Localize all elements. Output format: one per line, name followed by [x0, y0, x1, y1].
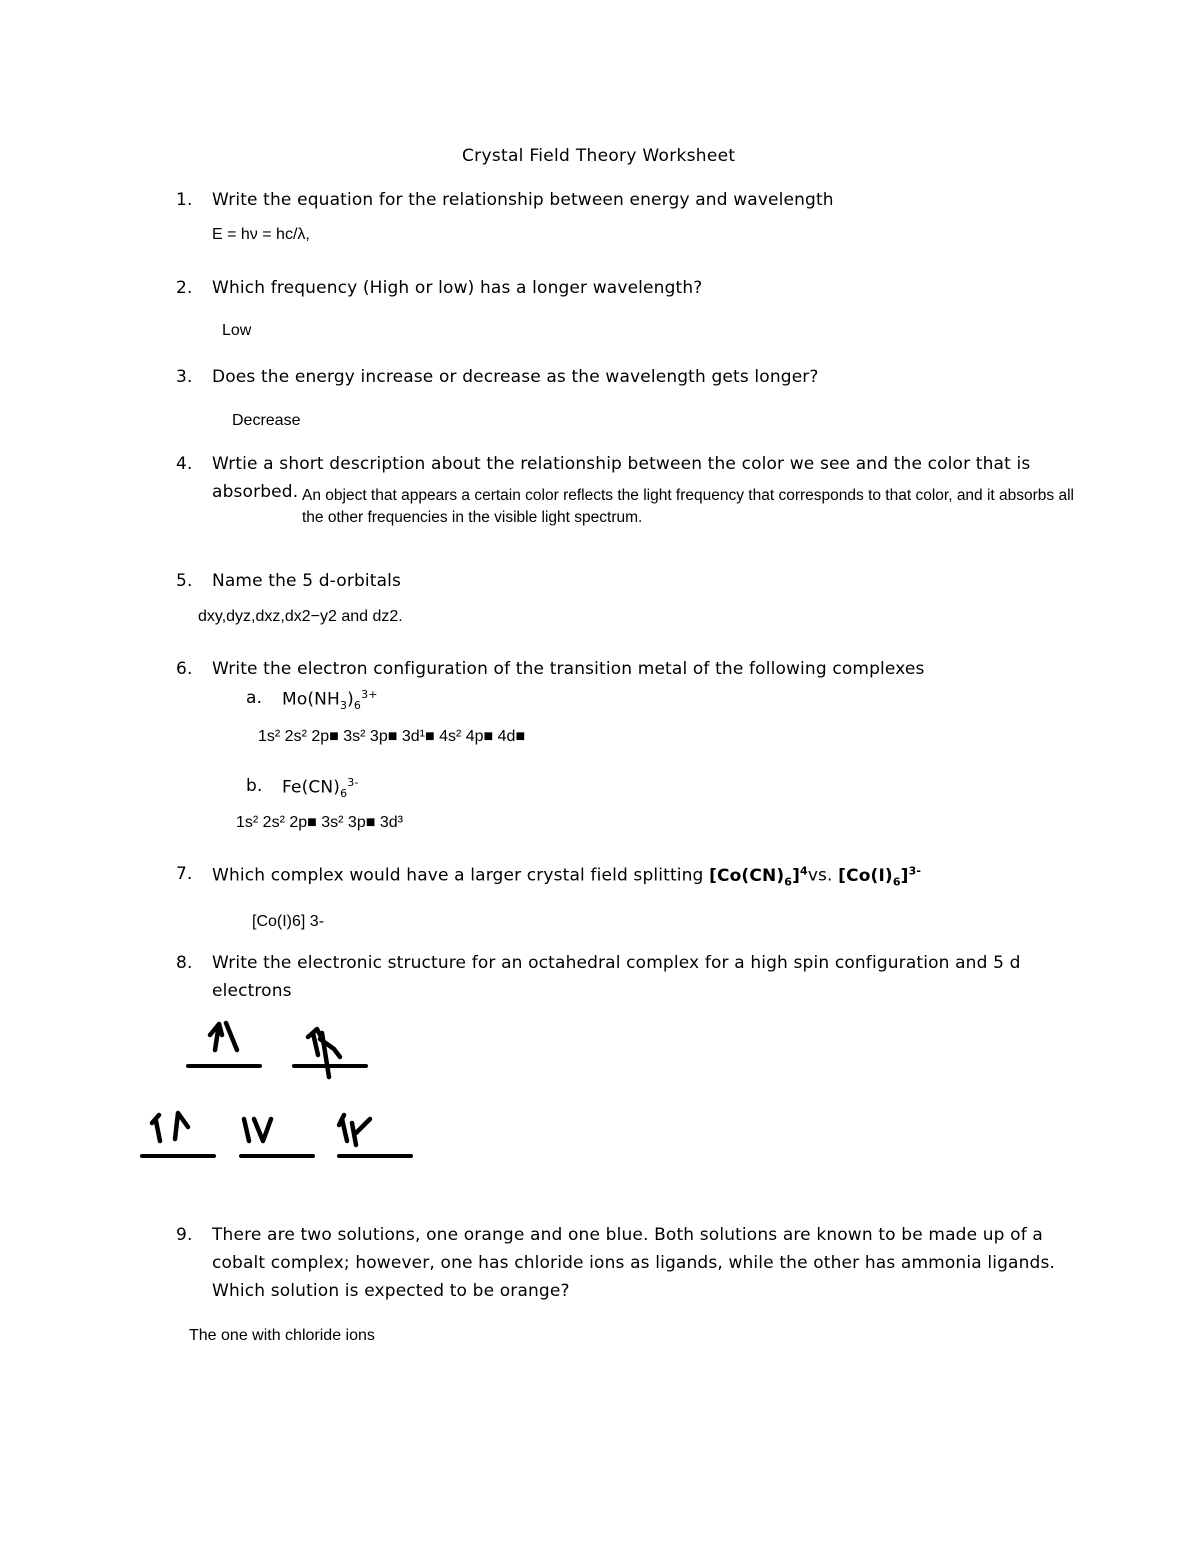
- formula-superscript: 3+: [361, 688, 378, 701]
- spin-arrow-icon: [352, 1119, 370, 1145]
- question-6b-label: b.: [246, 776, 263, 796]
- question-6a-label: a.: [246, 688, 263, 708]
- question-4-text-line2: absorbed.: [212, 482, 299, 502]
- answer-2: Low: [222, 322, 252, 339]
- question-6-text: Write the electron configuration of the transition metal of the following complexes: [212, 659, 925, 679]
- question-5-number: 5.: [176, 571, 193, 591]
- question-9-text-line2: cobalt complex; however, one has chloride ions as ligands, while the other has ammonia ligands.: [212, 1253, 1056, 1273]
- formula-text: ): [347, 689, 354, 710]
- question-3-number: 3.: [176, 367, 193, 387]
- formula-text: Mo(NH: [282, 689, 340, 710]
- answer-9: The one with chloride ions: [189, 1327, 375, 1344]
- question-8-number: 8.: [176, 953, 193, 973]
- question-4-text: Wrtie a short description about the relationship between the color we see and the color that is: [212, 454, 1031, 474]
- spin-arrow-icon: [254, 1119, 271, 1141]
- orbital-diagram: [130, 1015, 430, 1165]
- spin-arrow-icon: [339, 1115, 347, 1141]
- spin-arrow-icon: [226, 1023, 237, 1050]
- spin-arrow-icon: [320, 1033, 340, 1077]
- question-7-number: 7.: [176, 864, 193, 884]
- question-6-number: 6.: [176, 659, 193, 679]
- formula-subscript: 6: [340, 787, 348, 801]
- formula-text: Fe(CN): [282, 777, 341, 798]
- question-4-number: 4.: [176, 454, 193, 474]
- question-8-text: Write the electronic structure for an octahedral complex for a high spin configuration and 5 d: [212, 953, 1021, 973]
- answer-4-line2: the other frequencies in the visible light spectrum.: [302, 509, 643, 526]
- complex-2: $[Co(I)_6]^{3-}$: [838, 864, 922, 889]
- answer-6a: 1s² 2s² 2p■ 3s² 3p■ 3d¹■ 4s² 4p■ 4d■: [258, 728, 526, 745]
- question-8-text-line2: electrons: [212, 981, 292, 1001]
- complex-1: $[Co(CN)_6]^4$: [709, 864, 808, 889]
- question-7-stem: Which complex would have a larger crystal field splitting: [212, 865, 710, 886]
- spin-arrow-icon: [244, 1119, 249, 1141]
- spin-arrow-icon: [210, 1024, 222, 1050]
- question-6b-formula: [282, 776, 359, 800]
- answer-7: [Co(I)6] 3-: [252, 913, 325, 930]
- page-title: Crystal Field Theory Worksheet: [462, 146, 736, 166]
- question-7-text: [212, 864, 921, 888]
- answer-6b: 1s² 2s² 2p■ 3s² 3p■ 3d³: [236, 814, 403, 831]
- question-2-number: 2.: [176, 278, 193, 298]
- question-5-text: Name the 5 d-orbitals: [212, 571, 402, 591]
- question-6a-formula: [282, 688, 378, 712]
- question-9-number: 9.: [176, 1225, 193, 1245]
- question-9-text: There are two solutions, one orange and one blue. Both solutions are known to be made up of a: [212, 1225, 1043, 1245]
- formula-subscript: 3: [339, 699, 348, 713]
- question-2-text: Which frequency (High or low) has a longer wavelength?: [212, 278, 703, 298]
- answer-5: dxy,dyz,dxz,dx2−y2 and dz2.: [198, 608, 403, 625]
- answer-3: Decrease: [232, 412, 301, 429]
- question-1-number: 1.: [176, 190, 193, 210]
- answer-4: An object that appears a certain color reflects the light frequency that corresponds to that color, and it absorbs all: [302, 487, 1074, 504]
- answer-1: E = hν = hc/λ,: [212, 226, 310, 243]
- question-9-text-line3: Which solution is expected to be orange?: [212, 1281, 570, 1301]
- spin-arrow-icon: [152, 1115, 160, 1141]
- versus-text: vs.: [807, 865, 839, 886]
- question-3-text: Does the energy increase or decrease as the wavelength gets longer?: [212, 367, 819, 387]
- formula-superscript: 3-: [347, 776, 359, 789]
- formula-subscript: 6: [353, 699, 362, 713]
- spin-arrow-icon: [175, 1113, 188, 1139]
- question-1-text: Write the equation for the relationship between energy and wavelength: [212, 190, 834, 210]
